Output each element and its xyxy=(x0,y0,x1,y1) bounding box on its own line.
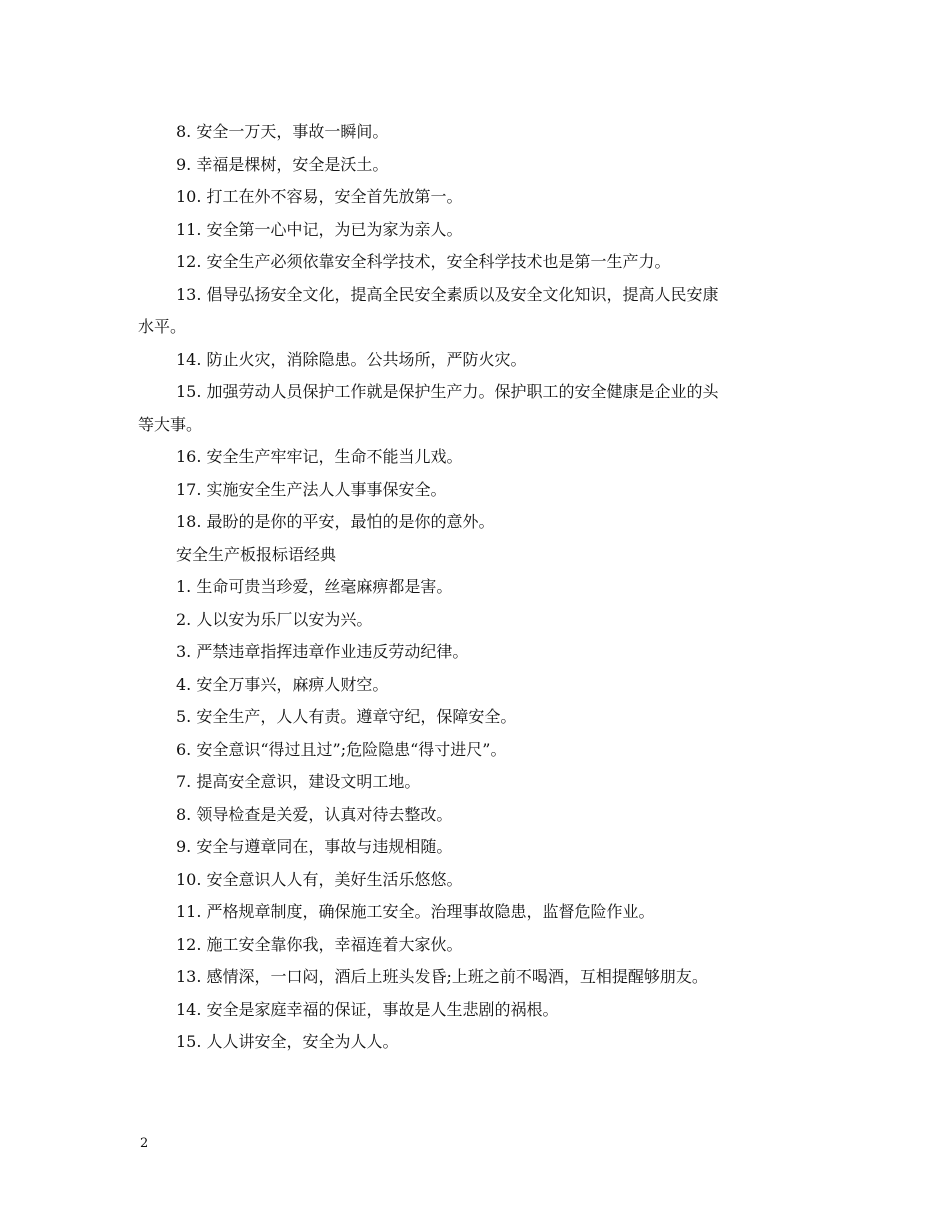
text-line: 11. 安全第一心中记，为已为家为亲人。 xyxy=(176,219,463,239)
text-line: 4. 安全万事兴，麻痹人财空。 xyxy=(176,674,389,694)
text-line: 12. 安全生产必须依靠安全科学技术，安全科学技术也是第一生产力。 xyxy=(176,252,671,271)
text-line: 6. 安全意识“得过且过”;危险隐患“得寸进尺”。 xyxy=(176,739,507,759)
page-number: 2 xyxy=(140,1136,149,1151)
document-body xyxy=(138,116,813,1059)
text-line: 13. 倡导弘扬安全文化，提高全民安全素质以及安全文化知识，提高人民安康 xyxy=(176,284,719,304)
text-line: 15. 人人讲安全，安全为人人。 xyxy=(176,1032,399,1051)
text-line: 1. 生命可贵当珍爱，丝毫麻痹都是害。 xyxy=(176,577,453,596)
text-line: 14. 防止火灾，消除隐患。公共场所，严防火灾。 xyxy=(176,349,527,369)
text-line: 16. 安全生产牢牢记，生命不能当儿戏。 xyxy=(176,447,463,466)
text-line: 12. 施工安全靠你我，幸福连着大家伙。 xyxy=(176,934,463,954)
text-line: 14. 安全是家庭幸福的保证，事故是人生悲剧的祸根。 xyxy=(176,999,559,1019)
text-line: 11. 严格规章制度，确保施工安全。治理事故隐患，监督危险作业。 xyxy=(176,902,655,921)
text-line: 9. 安全与遵章同在，事故与违规相随。 xyxy=(176,837,453,856)
text-line: 10. 打工在外不容易，安全首先放第一。 xyxy=(176,187,463,206)
text-line: 安全生产板报标语经典 xyxy=(176,544,337,564)
text-line: 等大事。 xyxy=(138,414,203,434)
text-line: 9. 幸福是棵树，安全是沃土。 xyxy=(176,154,389,174)
text-line: 13. 感情深，一口闷，酒后上班头发昏;上班之前不喝酒，互相提醒够朋友。 xyxy=(176,967,708,986)
text-line: 8. 领导检查是关爱，认真对待去整改。 xyxy=(176,804,453,824)
text-line: 8. 安全一万天，事故一瞬间。 xyxy=(176,122,389,141)
text-line: 10. 安全意识人人有，美好生活乐悠悠。 xyxy=(176,869,463,889)
text-line: 18. 最盼的是你的平安，最怕的是你的意外。 xyxy=(176,512,495,531)
text-line: 17. 实施安全生产法人人事事保安全。 xyxy=(176,479,447,499)
text-line: 3. 严禁违章指挥违章作业违反劳动纪律。 xyxy=(176,642,469,661)
text-line: 5. 安全生产，人人有责。遵章守纪，保障安全。 xyxy=(176,707,517,726)
text-line: 7. 提高安全意识，建设文明工地。 xyxy=(176,772,421,791)
text-line: 15. 加强劳动人员保护工作就是保护生产力。保护职工的安全健康是企业的头 xyxy=(176,382,719,401)
text-line: 2. 人以安为乐厂以安为兴。 xyxy=(176,609,373,629)
text-line: 水平。 xyxy=(138,317,187,336)
